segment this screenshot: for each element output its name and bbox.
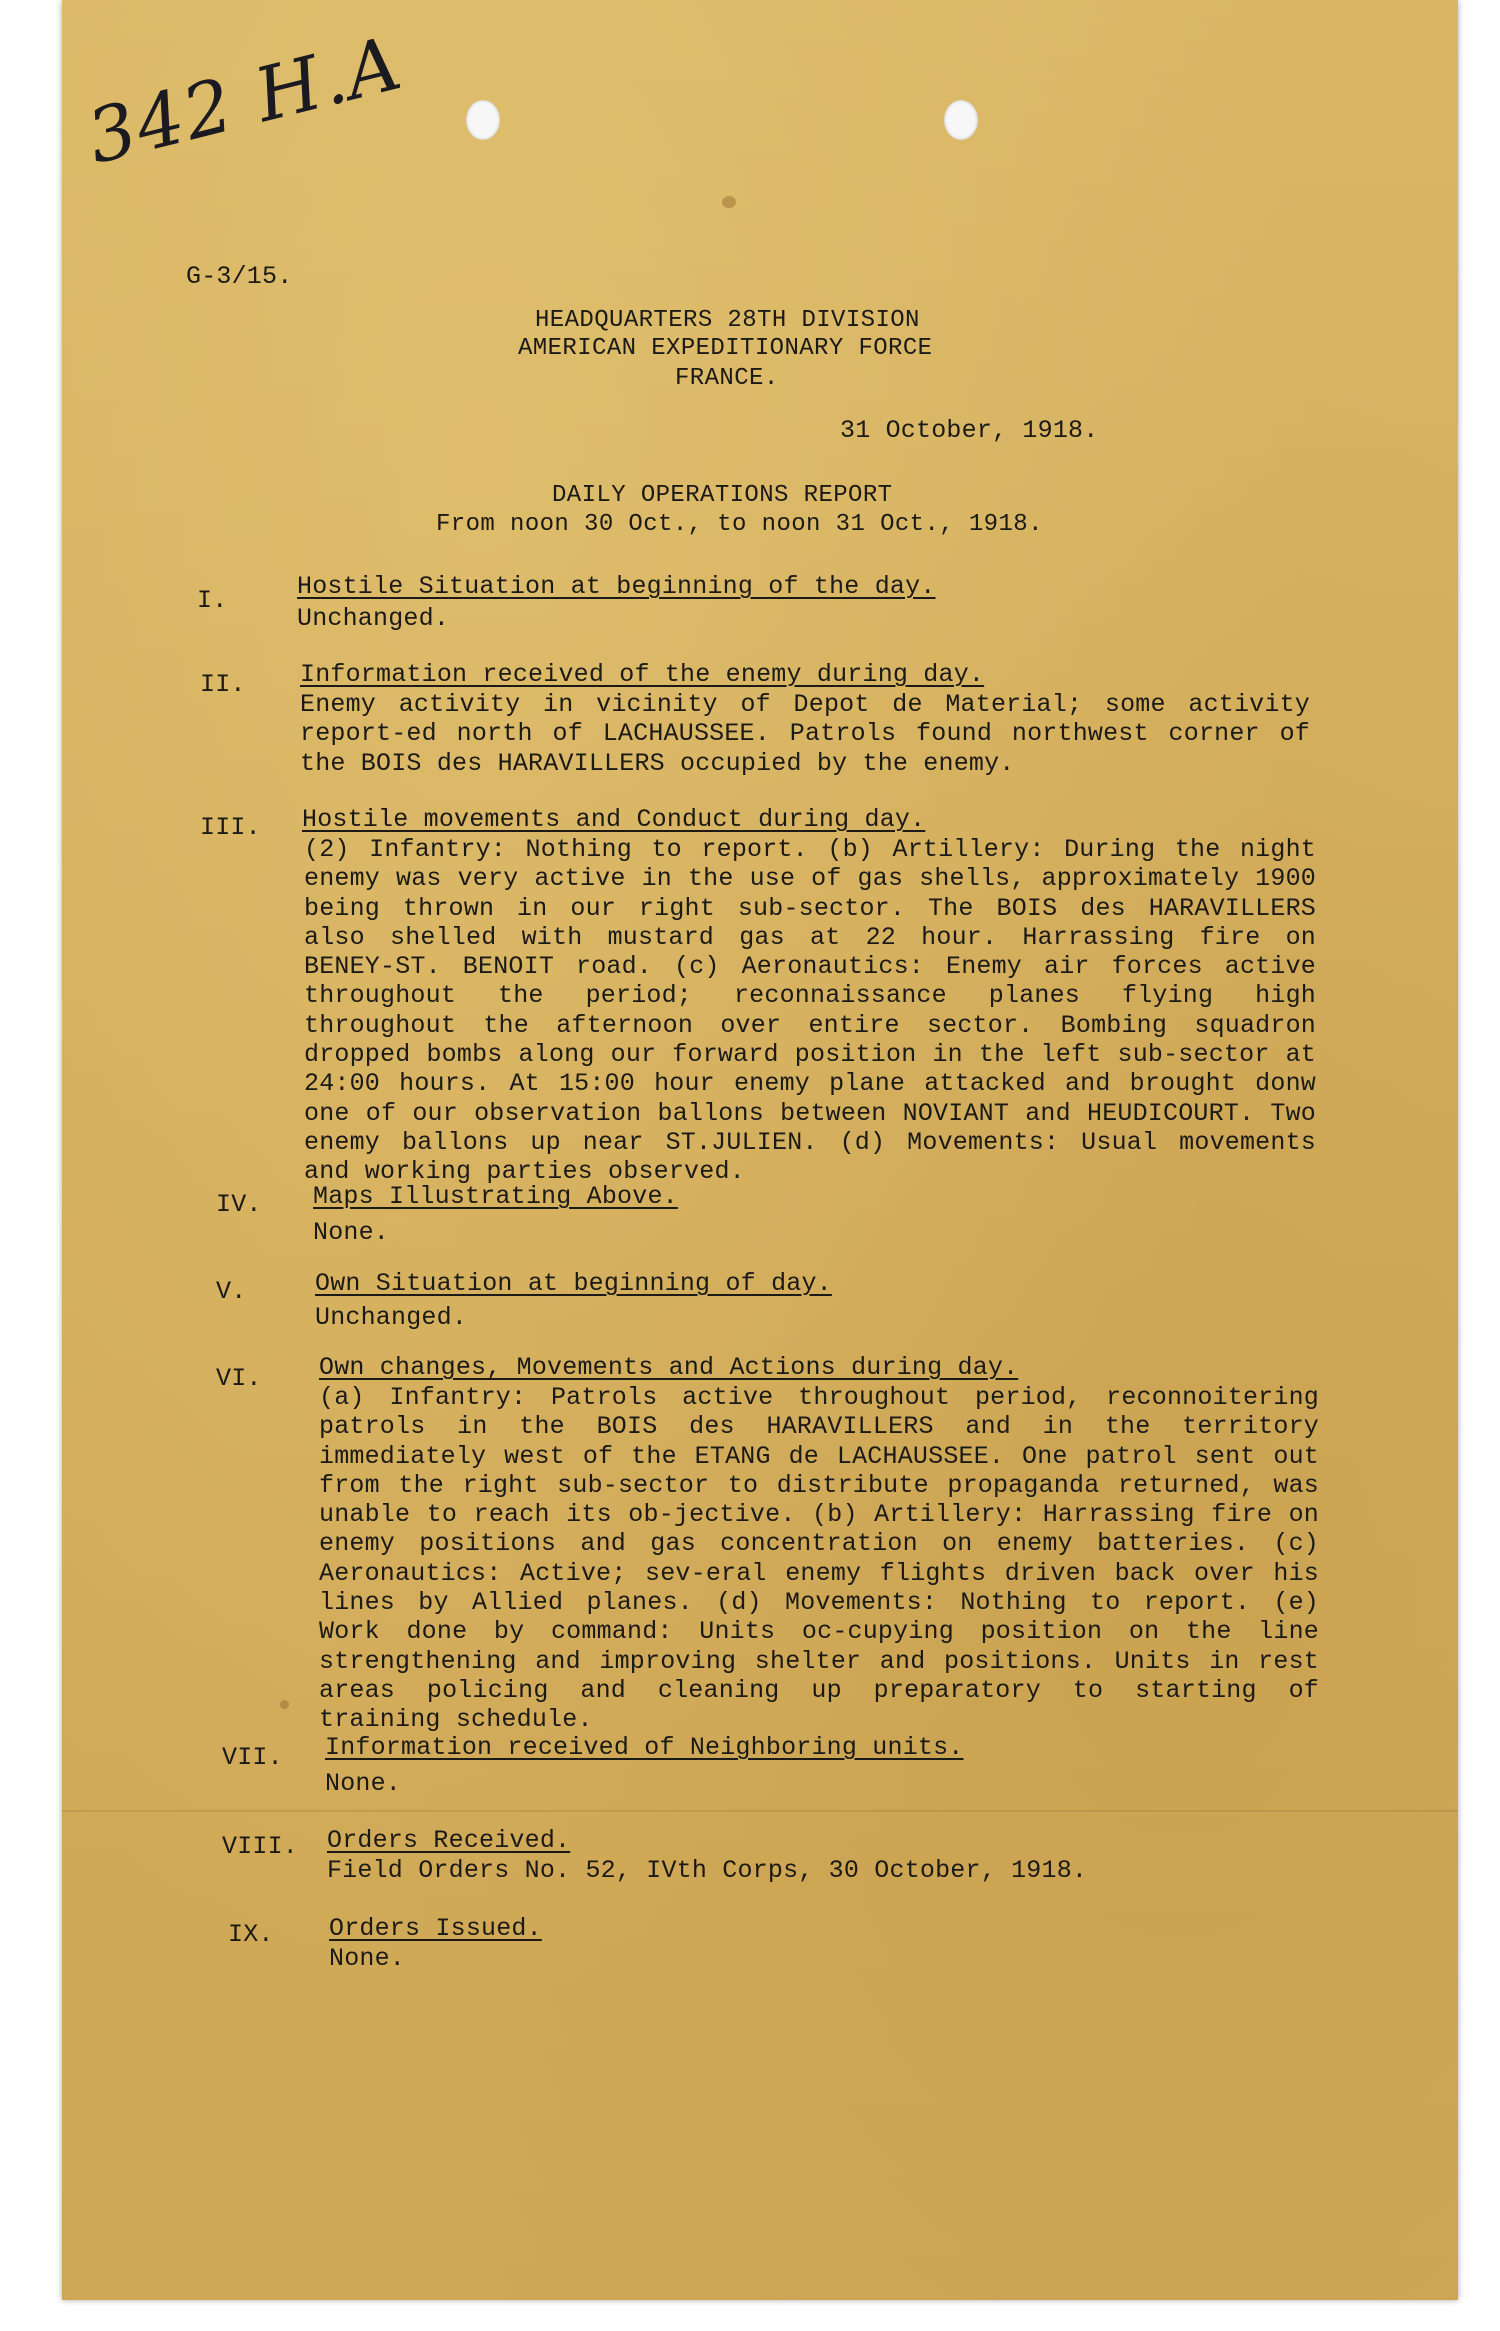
section-numeral: VII.	[222, 1743, 283, 1772]
fold-line	[62, 1810, 1458, 1812]
section-body: None.	[313, 1218, 390, 1247]
section-numeral: III.	[200, 813, 261, 842]
section-heading: Own changes, Movements and Actions during day.	[319, 1353, 1019, 1382]
section-body: Enemy activity in vicinity of Depot de Material; some activity report-ed north of LACHAUSSEE. Patrols found northwest corner of the BOIS des HARAVILLERS occupied by the enemy.	[300, 690, 1310, 778]
section-body: None.	[329, 1944, 406, 1973]
header-line-3: FRANCE.	[675, 365, 779, 392]
section-heading: Hostile movements and Conduct during day.	[302, 805, 926, 834]
punch-hole-left	[466, 100, 500, 140]
header-line-1: HEADQUARTERS 28TH DIVISION	[535, 307, 920, 334]
report-title: DAILY OPERATIONS REPORT	[552, 482, 893, 509]
header-line-2: AMERICAN EXPEDITIONARY FORCE	[518, 335, 933, 362]
paper-stain	[280, 1700, 289, 1709]
section-heading: Orders Issued.	[329, 1914, 542, 1943]
section-heading: Orders Received.	[327, 1826, 571, 1855]
section-body: (a) Infantry: Patrols active throughout period, reconnoitering patrols in the BOIS des HARAVILLERS and in the territory immediately west of the ETANG de LACHAUSSEE. One patrol sent out from the right sub-sector to distribute propaganda returned, was unable to reach its ob-jective. (b) Artillery: Harrassing fire on enemy positions and gas concentration on enemy batteries. (c) Aeronautics: Active; sev-eral enemy flights driven back over his lines by Allied planes. (d) Movements: Nothing to report. (e) Work done by command: Units oc-cupying position on the line strengthening and improving shelter and positions. Units in rest areas policing and cleaning up preparatory to starting of training schedule.	[319, 1383, 1319, 1735]
section-numeral: VI.	[216, 1364, 262, 1393]
section-body: (2) Infantry: Nothing to report. (b) Artillery: During the night enemy was very active in the use of gas shells, approximately 1900 being thrown in our right sub-sector. The BOIS des HARAVILLERS also shelled with mustard gas at 22 hour. Harrassing fire on BENEY-ST. BENOIT road. (c) Aeronautics: Enemy air forces active throughout the period; reconnaissance planes flying high throughout the afternoon over entire sector. Bombing squadron dropped bombs along our forward position in the left sub-sector at 24:00 hours. At 15:00 hour enemy plane attacked and brought donw one of our observation ballons between NOVIANT and HEUDICOURT. Two enemy ballons up near ST.JULIEN. (d) Movements: Usual movements and working parties observed.	[304, 835, 1316, 1187]
section-heading: Information received of Neighboring units.	[325, 1733, 964, 1762]
section-heading: Maps Illustrating Above.	[313, 1182, 678, 1211]
section-heading: Information received of the enemy during day.	[300, 660, 985, 689]
section-heading: Own Situation at beginning of day.	[315, 1269, 832, 1298]
section-numeral: VIII.	[222, 1832, 299, 1861]
section-heading: Hostile Situation at beginning of the day.	[297, 572, 936, 601]
section-body: None.	[325, 1769, 402, 1798]
file-reference: G-3/15.	[186, 262, 293, 291]
section-numeral: IV.	[216, 1190, 262, 1219]
punch-hole-right	[944, 100, 978, 140]
section-numeral: IX.	[228, 1920, 274, 1949]
section-body: Unchanged.	[297, 604, 450, 633]
section-numeral: I.	[197, 586, 228, 615]
section-body: Unchanged.	[315, 1303, 468, 1332]
report-date: 31 October, 1918.	[840, 416, 1099, 445]
section-numeral: II.	[200, 670, 246, 699]
section-numeral: V.	[216, 1277, 247, 1306]
handwritten-file-number: 342 H.A	[79, 20, 411, 181]
section-body: Field Orders No. 52, IVth Corps, 30 October, 1918.	[327, 1856, 1088, 1885]
report-period: From noon 30 Oct., to noon 31 Oct., 1918.	[436, 511, 1043, 538]
paper-stain	[722, 196, 736, 208]
